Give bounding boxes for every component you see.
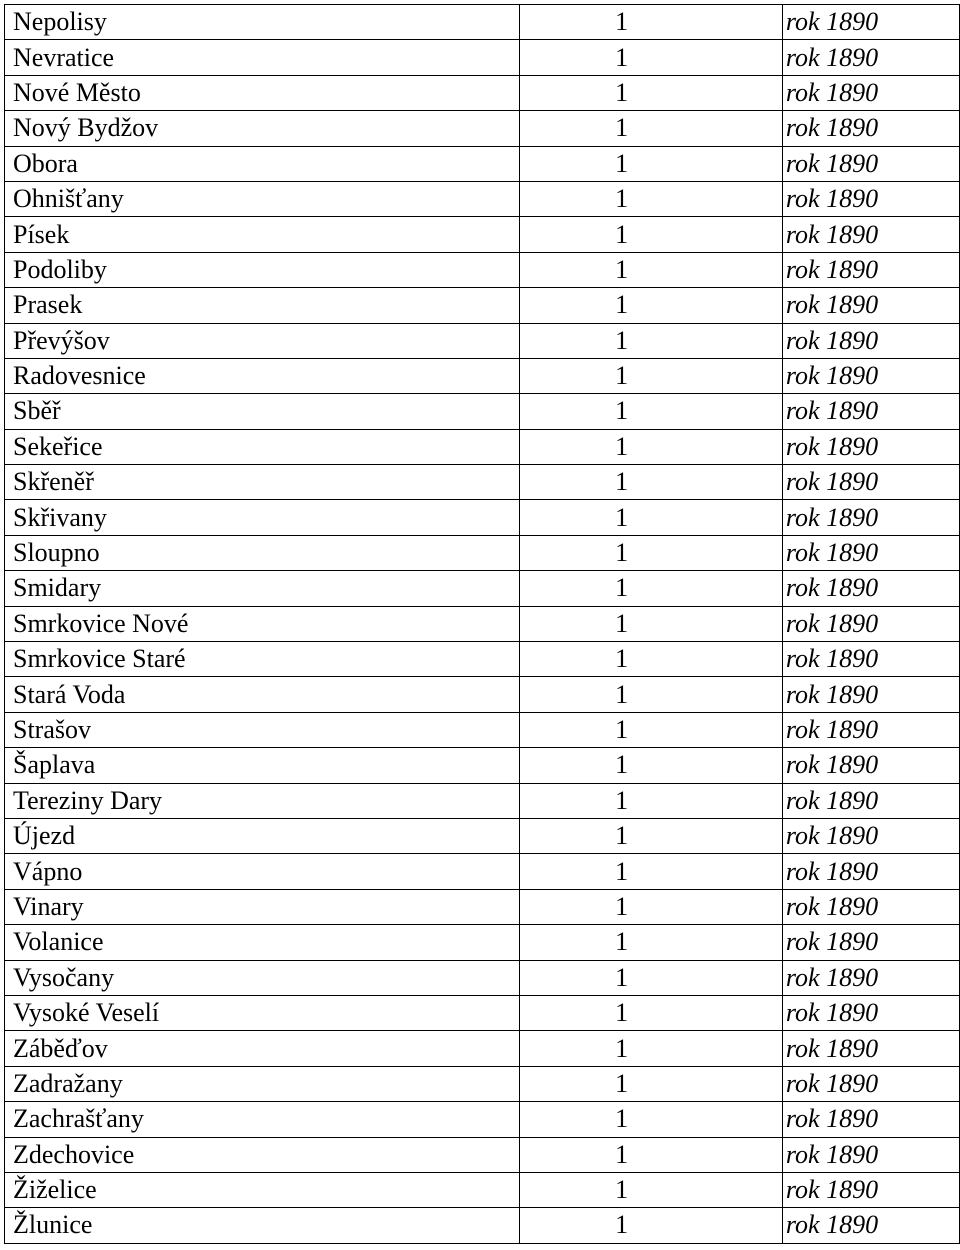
village-name-cell: Vápno [5,854,520,889]
year-cell: rok 1890 [782,1102,959,1137]
count-cell: 1 [520,500,783,535]
table-row [5,146,960,181]
count-cell: 1 [520,1208,783,1243]
table-row [5,748,960,783]
count-cell: 1 [520,1172,783,1207]
year-cell: rok 1890 [782,323,959,358]
table-row [5,358,960,393]
table-row [5,889,960,924]
year-cell: rok 1890 [782,995,959,1030]
village-name-cell: Tereziny Dary [5,783,520,818]
count-cell: 1 [520,677,783,712]
village-name-cell: Žlunice [5,1208,520,1243]
year-cell: rok 1890 [782,1208,959,1243]
count-cell: 1 [520,40,783,75]
count-cell: 1 [520,1031,783,1066]
table-row [5,465,960,500]
count-cell: 1 [520,1066,783,1101]
count-cell: 1 [520,783,783,818]
village-name-cell: Sběř [5,394,520,429]
table-body [5,5,960,1244]
table-row [5,712,960,747]
count-cell: 1 [520,642,783,677]
year-cell: rok 1890 [782,606,959,641]
village-name-cell: Ohnišťany [5,181,520,216]
table-row [5,677,960,712]
village-name-cell: Vinary [5,889,520,924]
table-row [5,111,960,146]
village-name-cell: Skřeněř [5,465,520,500]
year-cell: rok 1890 [782,535,959,570]
table-row [5,288,960,323]
year-cell: rok 1890 [782,111,959,146]
count-cell: 1 [520,429,783,464]
count-cell: 1 [520,75,783,110]
village-name-cell: Převýšov [5,323,520,358]
count-cell: 1 [520,358,783,393]
village-name-cell: Nepolisy [5,5,520,40]
village-name-cell: Nový Bydžov [5,111,520,146]
count-cell: 1 [520,748,783,783]
village-name-cell: Stará Voda [5,677,520,712]
village-name-cell: Podoliby [5,252,520,287]
count-cell: 1 [520,712,783,747]
table-row [5,642,960,677]
table-row [5,1066,960,1101]
count-cell: 1 [520,995,783,1030]
table-row [5,1031,960,1066]
year-cell: rok 1890 [782,925,959,960]
village-name-cell: Nové Město [5,75,520,110]
year-cell: rok 1890 [782,571,959,606]
year-cell: rok 1890 [782,181,959,216]
village-name-cell: Zachrašťany [5,1102,520,1137]
year-cell: rok 1890 [782,960,959,995]
count-cell: 1 [520,889,783,924]
count-cell: 1 [520,5,783,40]
count-cell: 1 [520,960,783,995]
village-name-cell: Strašov [5,712,520,747]
count-cell: 1 [520,288,783,323]
table-row [5,960,960,995]
village-name-cell: Šaplava [5,748,520,783]
table-row [5,1137,960,1172]
village-name-cell: Volanice [5,925,520,960]
count-cell: 1 [520,146,783,181]
year-cell: rok 1890 [782,854,959,889]
count-cell: 1 [520,394,783,429]
village-name-cell: Skřivany [5,500,520,535]
year-cell: rok 1890 [782,75,959,110]
year-cell: rok 1890 [782,5,959,40]
table-row [5,783,960,818]
count-cell: 1 [520,1102,783,1137]
count-cell: 1 [520,535,783,570]
year-cell: rok 1890 [782,748,959,783]
village-table [4,4,960,1244]
year-cell: rok 1890 [782,677,959,712]
village-name-cell: Nevratice [5,40,520,75]
village-name-cell: Obora [5,146,520,181]
table-row [5,429,960,464]
table-row [5,252,960,287]
count-cell: 1 [520,818,783,853]
village-name-cell: Smrkovice Staré [5,642,520,677]
table-row [5,40,960,75]
village-name-cell: Radovesnice [5,358,520,393]
table-row [5,606,960,641]
table-row [5,1172,960,1207]
village-name-cell: Smrkovice Nové [5,606,520,641]
year-cell: rok 1890 [782,818,959,853]
year-cell: rok 1890 [782,358,959,393]
village-name-cell: Sekeřice [5,429,520,464]
village-name-cell: Zdechovice [5,1137,520,1172]
count-cell: 1 [520,1137,783,1172]
table-row [5,217,960,252]
year-cell: rok 1890 [782,500,959,535]
village-name-cell: Újezd [5,818,520,853]
village-name-cell: Vysoké Veselí [5,995,520,1030]
year-cell: rok 1890 [782,1066,959,1101]
village-name-cell: Zadražany [5,1066,520,1101]
year-cell: rok 1890 [782,1031,959,1066]
table-row [5,571,960,606]
count-cell: 1 [520,323,783,358]
year-cell: rok 1890 [782,252,959,287]
table-row [5,1102,960,1137]
count-cell: 1 [520,606,783,641]
year-cell: rok 1890 [782,712,959,747]
village-name-cell: Žiželice [5,1172,520,1207]
year-cell: rok 1890 [782,642,959,677]
village-name-cell: Sloupno [5,535,520,570]
table-row [5,75,960,110]
count-cell: 1 [520,181,783,216]
year-cell: rok 1890 [782,394,959,429]
village-name-cell: Smidary [5,571,520,606]
count-cell: 1 [520,854,783,889]
year-cell: rok 1890 [782,40,959,75]
village-name-cell: Prasek [5,288,520,323]
count-cell: 1 [520,111,783,146]
count-cell: 1 [520,925,783,960]
year-cell: rok 1890 [782,429,959,464]
year-cell: rok 1890 [782,889,959,924]
table-row [5,995,960,1030]
count-cell: 1 [520,465,783,500]
year-cell: rok 1890 [782,1172,959,1207]
table-row [5,5,960,40]
table-row [5,323,960,358]
count-cell: 1 [520,252,783,287]
year-cell: rok 1890 [782,465,959,500]
table-row [5,854,960,889]
year-cell: rok 1890 [782,288,959,323]
year-cell: rok 1890 [782,217,959,252]
table-row [5,394,960,429]
table-row [5,181,960,216]
table-row [5,818,960,853]
year-cell: rok 1890 [782,783,959,818]
year-cell: rok 1890 [782,1137,959,1172]
table-row [5,500,960,535]
village-name-cell: Vysočany [5,960,520,995]
village-name-cell: Písek [5,217,520,252]
count-cell: 1 [520,217,783,252]
table-row [5,925,960,960]
village-name-cell: Záběďov [5,1031,520,1066]
table-row [5,1208,960,1243]
year-cell: rok 1890 [782,146,959,181]
count-cell: 1 [520,571,783,606]
table-row [5,535,960,570]
